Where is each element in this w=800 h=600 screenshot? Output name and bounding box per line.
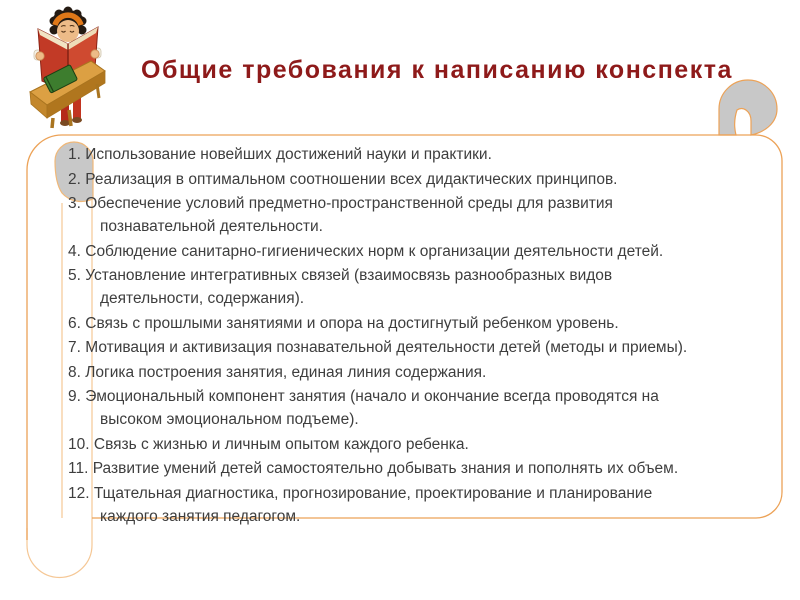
- hand-art: [36, 52, 44, 60]
- list-item: 12. Тщательная диагностика, прогнозирование, проектирование и планирование каждого занятия педагогом.: [68, 484, 653, 525]
- requirements-list: [27, 143, 787, 529]
- list-item-number: 12.: [68, 484, 90, 502]
- closing-quote-icon: [719, 80, 777, 135]
- list-item: 11. Развитие умений детей самостоятельно добывать знания и пополнять их объем.: [68, 460, 679, 477]
- list-item-number: 9.: [68, 388, 81, 405]
- list-item-number: 2.: [68, 170, 81, 188]
- list-item: 3. Обеспечение условий предметно-пространственной среды для развития познавательной деятельности.: [68, 195, 613, 235]
- list-item-number: 11.: [68, 460, 89, 477]
- list-item-number: 3.: [68, 195, 81, 212]
- list-item: 1. Использование новейших достижений науки и практики.: [68, 146, 492, 163]
- list-item-number: 4.: [68, 242, 81, 260]
- list-item-number: 1.: [68, 146, 81, 163]
- list-item: 9. Эмоциональный компонент занятия (начало и окончание всегда проводятся на высоком эмоциональном подъеме).: [68, 388, 659, 428]
- list-item: 8. Логика построения занятия, единая линия содержания.: [68, 363, 487, 381]
- reading-child-illustration: [25, 4, 110, 129]
- list-item-number: 7.: [68, 339, 81, 356]
- list-item: 2. Реализация в оптимальном соотношении всех дидактических принципов.: [68, 170, 618, 188]
- slide-title: Общие требования к написанию конспекта: [141, 56, 733, 84]
- list-item: 10. Связь с жизнью и личным опытом каждого ребенка.: [68, 435, 469, 453]
- face-art: [57, 20, 79, 42]
- list-item: 6. Связь с прошлыми занятиями и опора на достигнутый ребенком уровень.: [68, 314, 619, 332]
- list-item-number: 6.: [68, 314, 81, 332]
- hand-art: [91, 50, 99, 58]
- list-item-number: 5.: [68, 267, 81, 284]
- list-item: 4. Соблюдение санитарно-гигиенических норм к организации деятельности детей.: [68, 242, 664, 260]
- list-item-number: 10.: [68, 435, 90, 453]
- list-item-number: 8.: [68, 363, 81, 381]
- list-item: 7. Мотивация и активизация познавательной деятельности детей (методы и приемы).: [68, 339, 688, 356]
- list-item: 5. Установление интегративных связей (взаимосвязь разнообразных видов деятельности, содержания).: [68, 267, 613, 307]
